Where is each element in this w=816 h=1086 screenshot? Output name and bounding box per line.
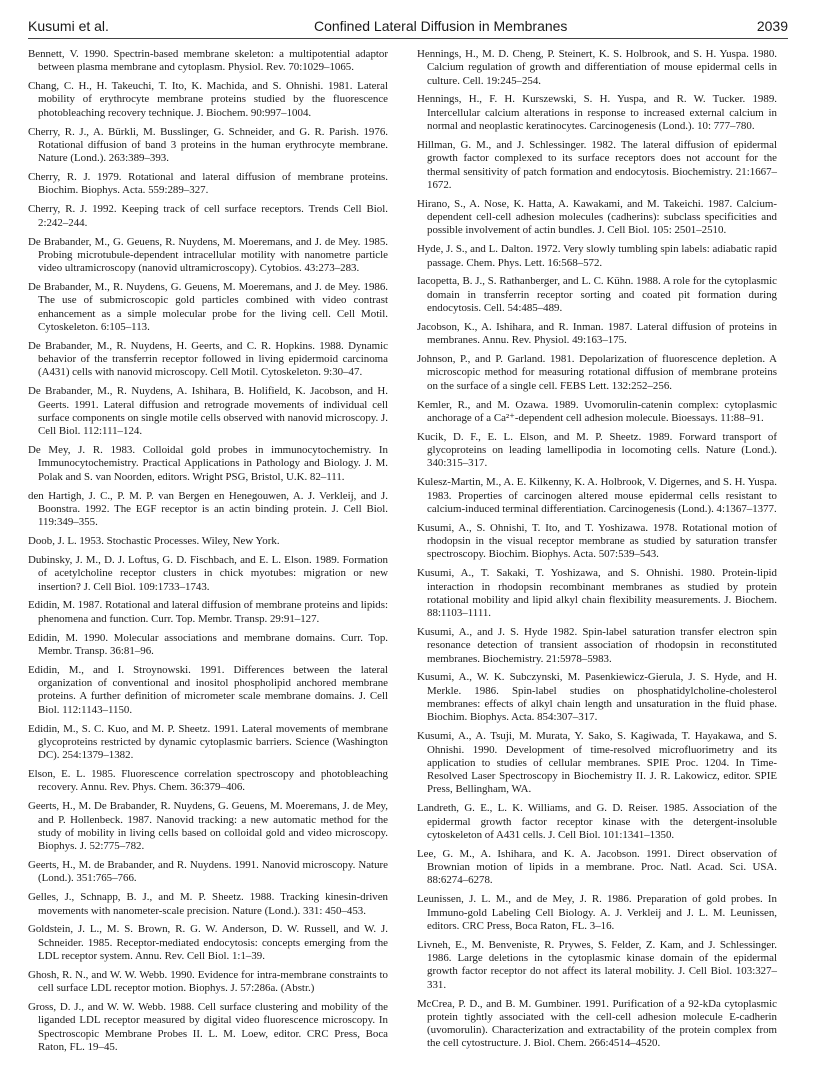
reference-entry: De Brabander, M., R. Nuydens, G. Geuens, M. Moeremans, and J. de Mey. 1986. The use of submicroscopic gold particles combined with video contrast enhancement as a simple molecular probe for the living cell. Cell Motil. Cytoskeleton. 6:105–113. (28, 281, 388, 333)
reference-entry: Kusumi, A., A. Tsuji, M. Murata, Y. Sako, S. Kagiwada, T. Hayakawa, and S. Ohnishi. 1990. Development of time-resolved microfluorimetry and its application to studies of cellular membranes. SPIE Proc. 1204. In Time-Resolved Laser Spectroscopy in Biochemistry II. J. R. Lakowicz, editor. SPIE Press, Bellingham, WA. (417, 730, 777, 796)
reference-entry: Cherry, R. J. 1992. Keeping track of cell surface receptors. Trends Cell Biol. 2:242–244. (28, 203, 388, 229)
reference-entry: De Brabander, M., R. Nuydens, H. Geerts, and C. R. Hopkins. 1988. Dynamic behavior of the transferrin receptor followed in living epidermoid carcinoma (A431) cells with nanovid microscopy. Cell Motil. Cytoskeleton. 9:30–47. (28, 339, 388, 379)
reference-entry: Chang, C. H., H. Takeuchi, T. Ito, K. Machida, and S. Ohnishi. 1981. Lateral mobility of erythrocyte membrane proteins studied by the fluorescence photobleaching recovery technique. J. Biochem. 90:997–1004. (28, 80, 388, 119)
reference-entry: Kusumi, A., S. Ohnishi, T. Ito, and T. Yoshizawa. 1978. Rotational motion of rhodopsin in the visual receptor membrane as studied by saturation transfer spectroscopy. Biochim. Biophys. Acta. 507:539–543. (417, 521, 777, 561)
reference-entry: Hyde, J. S., and L. Dalton. 1972. Very slowly tumbling spin labels: adiabatic rapid passage. Chem. Phys. Lett. 16:568–572. (417, 243, 777, 269)
reference-entry: Kusumi, A., W. K. Subczynski, M. Pasenkiewicz-Gierula, J. S. Hyde, and H. Merkle. 1986. Spin-label studies on phosphatidylcholine-cholesterol membranes: effects of alkyl chain length and unsaturation in the fluid phase. Biochim. Biophys. Acta. 854:307–317. (417, 671, 777, 724)
reference-entry: Lee, G. M., A. Ishihara, and K. A. Jacobson. 1991. Direct observation of Brownian motion of lipids in a membrane. Proc. Natl. Acad. Sci. USA. 88:6274–6278. (417, 847, 777, 887)
reference-entry: Jacobson, K., A. Ishihara, and R. Inman. 1987. Lateral diffusion of proteins in membranes. Annu. Rev. Physiol. 49:163–175. (417, 320, 777, 347)
reference-entry: Geerts, H., M. de Brabander, and R. Nuydens. 1991. Nanovid microscopy. Nature (Lond.). 351:765–766. (28, 859, 388, 885)
reference-entry: Hennings, H., M. D. Cheng, P. Steinert, K. S. Holbrook, and S. H. Yuspa. 1980. Calcium regulation of growth and differentiation of mouse epidermal cells in culture. Cell. 19:245–254. (417, 48, 777, 87)
reference-entry: De Brabander, M., G. Geuens, R. Nuydens, M. Moeremans, and J. de Mey. 1985. Probing microtubule-dependent intracellular motility with nanometre particle video ultramicroscopy (nanovid ultramicroscopy). Cytobios. 43:273–283. (28, 235, 388, 275)
reference-entry: Ghosh, R. N., and W. W. Webb. 1990. Evidence for intra-membrane constraints to cell surface LDL receptor motion. Biophys. J. 57:286a. (Abstr.) (28, 968, 388, 995)
running-header-title: Confined Lateral Diffusion in Membranes (314, 18, 568, 34)
reference-entry: Edidin, M. 1990. Molecular associations and membrane domains. Curr. Top. Membr. Transp. 36:81–96. (28, 631, 388, 657)
reference-entry: Livneh, E., M. Benveniste, R. Prywes, S. Felder, Z. Kam, and J. Schlessinger. 1986. Large deletions in the cytoplasmic kinase domain of the epidermal growth factor receptor do not affect its lateral mobility. J. Cell Biol. 103:327–331. (417, 938, 777, 991)
reference-entry: Kulesz-Martin, M., A. E. Kilkenny, K. A. Holbrook, V. Digernes, and S. H. Yuspa. 1983. Properties of carcinogen altered mouse epidermal cells resistant to calcium-induced terminal differentiation. Carcinogenesis (Lond.). 4:1367–1377. (417, 476, 777, 515)
reference-entry: Iacopetta, B. J., S. Rathanberger, and L. C. Kühn. 1988. A role for the cytoplasmic domain in transferrin receptor sorting and coated pit formation during endocytosis. Cell. 54:485–489. (417, 275, 777, 315)
reference-entry: Kucik, D. F., E. L. Elson, and M. P. Sheetz. 1989. Forward transport of glycoproteins on leading lamellipodia in locomoting cells. Nature (Lond.). 340:315–317. (417, 430, 777, 470)
reference-entry: Kusumi, A., and J. S. Hyde 1982. Spin-label saturation transfer electron spin resonance detection of transient association of rhodopsin in reconstituted membranes. Biochemistry. 21:5978–5983. (417, 626, 777, 665)
running-header (28, 16, 788, 39)
reference-entry: Gelles, J., Schnapp, B. J., and M. P. Sheetz. 1988. Tracking kinesin-driven movements with nanometer-scale precision. Nature (Lond.). 331: 450–453. (28, 891, 388, 917)
references-column-right (417, 48, 777, 1056)
reference-entry: Kemler, R., and M. Ozawa. 1989. Uvomorulin-catenin complex: cytoplasmic anchorage of a Ca²⁺-dependent cell adhesion molecule. Bioessays. 11:88–91. (417, 398, 777, 424)
reference-entry: Goldstein, J. L., M. S. Brown, R. G. W. Anderson, D. W. Russell, and W. J. Schneider. 1985. Receptor-mediated endocytosis: concepts emerging from the LDL receptor system. Annu. Rev. Cell Biol. 1:1–39. (28, 923, 388, 962)
reference-entry: Elson, E. L. 1985. Fluorescence correlation spectroscopy and photobleaching recovery. Annu. Rev. Phys. Chem. 36:379–406. (28, 768, 388, 794)
reference-entry: Gross, D. J., and W. W. Webb. 1988. Cell surface clustering and mobility of the liganded LDL receptor measured by digital video fluorescence microscopy. In Spectroscopic Membrane Probes II. L. M. Loew, editor. CRC Press, Boca Raton, FL. 19–45. (28, 1001, 388, 1053)
reference-entry: Dubinsky, J. M., D. J. Loftus, G. D. Fischbach, and E. L. Elson. 1989. Formation of acetylcholine receptor clusters in chick myotubes: migration or new insertion? J. Cell Biol. 109:1733–1743. (28, 553, 388, 593)
reference-entry: De Mey, J. R. 1983. Colloidal gold probes in immunocytochemistry. In Immunocytochemistry. Practical Applications in Pathology and Biology. J. M. Polak and S. van Noorden, editors. Wright PSG, Bristol, U.K. 82–111. (28, 444, 388, 483)
reference-entry: Geerts, H., M. De Brabander, R. Nuydens, G. Geuens, M. Moeremans, J. de Mey, and P. Hollenbeck. 1987. Nanovid tracking: a new automatic method for the study of mobility in living cells based on colloidal gold and video microscopy. Biophys. J. 52:775–782. (28, 800, 388, 853)
reference-entry: Hennings, H., F. H. Kurszewski, S. H. Yuspa, and R. W. Tucker. 1989. Intercellular calcium alterations in response to increased external calcium in normal and neoplastic keratinocytes. Carcinogenesis (Lond.). 10: 777–780. (417, 93, 777, 133)
reference-entry: Doob, J. L. 1953. Stochastic Processes. Wiley, New York. (28, 535, 280, 548)
reference-entry: McCrea, P. D., and B. M. Gumbiner. 1991. Purification of a 92-kDa cytoplasmic protein tightly associated with the cell-cell adhesion molecule E-cadherin (uvomorulin). Characterization and extractability of the protein complex from the cell cytostructure. J. Biol. Chem. 266:4514–4520. (417, 997, 777, 1050)
reference-entry: Cherry, R. J., A. Bürkli, M. Busslinger, G. Schneider, and G. R. Parish. 1976. Rotational diffusion of band 3 proteins in the human erythrocyte membrane. Nature (Lond.). 263:389–393. (28, 125, 388, 165)
reference-entry: Leunissen, J. L. M., and de Mey, J. R. 1986. Preparation of gold probes. In Immuno-gold Labeling Cell Biology. A. J. Verkleij and J. L. M. Leunissen, editors. CRC Press, Boca Raton, FL. 3–16. (417, 893, 777, 932)
reference-entry: Bennett, V. 1990. Spectrin-based membrane skeleton: a multipotential adaptor between plasma membrane and cytoplasm. Physiol. Rev. 70:1029–1065. (28, 48, 388, 74)
reference-entry: Landreth, G. E., L. K. Williams, and G. D. Reiser. 1985. Association of the epidermal growth factor receptor kinase with the detergent-insoluble cytoskeleton of A431 cells. J. Cell Biol. 101:1341–1350. (417, 802, 777, 841)
reference-entry: Edidin, M., and I. Stroynowski. 1991. Differences between the lateral organization of conventional and inositol phospholipid anchored membrane proteins. A further definition of micrometer scale membrane domains. J. Cell Biol. 112:1143–1150. (28, 663, 388, 716)
page-number: 2039 (756, 18, 788, 34)
reference-entry: Johnson, P., and P. Garland. 1981. Depolarization of fluorescence depletion. A microscopic method for measuring rotational diffusion of membrane proteins on the surface of a single cell. FEBS Lett. 132:252–256. (417, 353, 777, 392)
references-column-left (28, 48, 388, 1060)
reference-entry: Kusumi, A., T. Sakaki, T. Yoshizawa, and S. Ohnishi. 1980. Protein-lipid interaction in rhodopsin recombinant membranes as studied by protein rotational mobility and lipid alkyl chain flexibility measurements. J. Biochem. 88:1103–1111. (417, 567, 777, 620)
reference-entry: Cherry, R. J. 1979. Rotational and lateral diffusion of membrane proteins. Biochim. Biophys. Acta. 559:289–327. (28, 171, 388, 197)
running-header-authors: Kusumi et al. (28, 18, 109, 34)
reference-entry: den Hartigh, J. C., P. M. P. van Bergen en Henegouwen, A. J. Verkleij, and J. Boonstra. 1992. The EGF receptor is an actin binding protein. J. Cell Biol. 119:349–355. (28, 489, 388, 529)
reference-entry: Hirano, S., A. Nose, K. Hatta, A. Kawakami, and M. Takeichi. 1987. Calcium-dependent cell-cell adhesion molecules (cadherins): subclass specificities and possible involvement of actin bundles. J. Cell Biol. 105: 2501–2510. (417, 197, 777, 237)
reference-entry: Edidin, M., S. C. Kuo, and M. P. Sheetz. 1991. Lateral movements of membrane glycoproteins restricted by dynamic cytoplasmic barriers. Science (Washington DC). 254:1379–1382. (28, 722, 388, 762)
reference-entry: Hillman, G. M., and J. Schlessinger. 1982. The lateral diffusion of epidermal growth factor complexed to its surface receptors does not account for the thermal sensitivity of patch formation and endocytosis. Biochemistry. 21:1667–1672. (417, 138, 777, 191)
reference-entry: De Brabander, M., R. Nuydens, A. Ishihara, B. Holifield, K. Jacobson, and H. Geerts. 1991. Lateral diffusion and retrograde movements of individual cell surface components on single motile cells observed with nanovid microscopy. J. Cell Biol. 112:111–124. (28, 385, 388, 438)
reference-entry: Edidin, M. 1987. Rotational and lateral diffusion of membrane proteins and lipids: phenomena and function. Curr. Top. Membr. Transp. 29:91–127. (28, 599, 388, 625)
